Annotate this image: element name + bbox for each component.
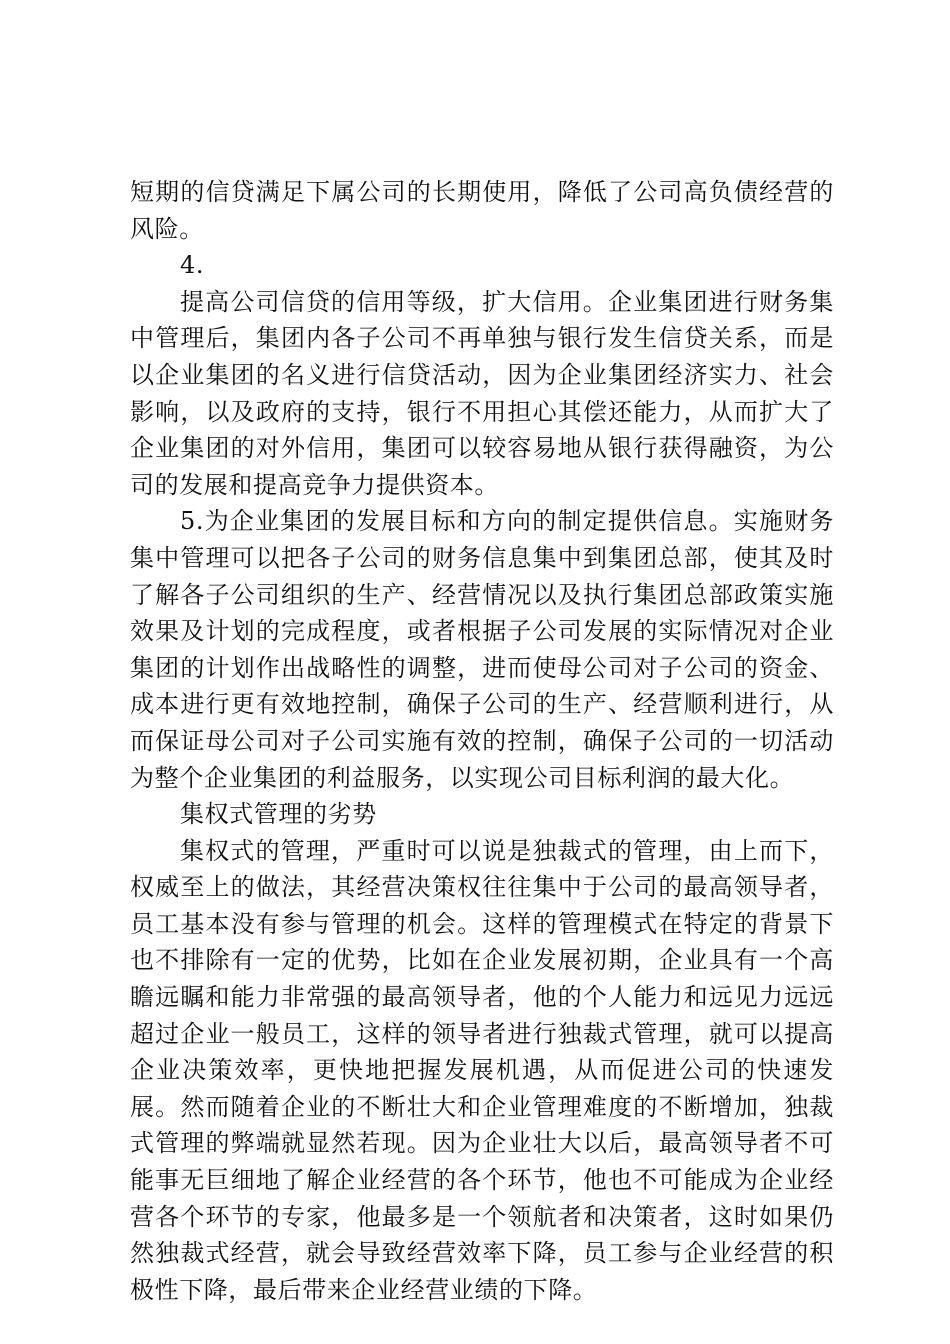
section-heading-centralized-disadvantages: 集权式管理的劣势 <box>180 800 377 829</box>
paragraph-credit-rating: 提高公司信贷的信用等级，扩大信用。企业集团进行财务集中管理后，集团内各子公司不再单独与银行发生信贷关系，而是以企业集团的名义进行信贷活动，因为企业集团经济实力、社会影响，以及政府的支持，银行不用担心其偿还能力，从而扩大了企业集团的对外信用，集团可以较容易地从银行获得融资，为公司的发展和提高竞争力提供资本。 <box>130 287 834 499</box>
list-number-4: 4. <box>180 251 205 280</box>
document-body <box>130 174 834 1308</box>
paragraph-autocratic-management: 集权式的管理，严重时可以说是独裁式的管理，由上而下，权威至上的做法，其经营决策权往往集中于公司的最高领导者，员工基本没有参与管理的机会。这样的管理模式在特定的背景下也不排除有一定的优势，比如在企业发展初期，企业具有一个高瞻远瞩和能力非常强的最高领导者，他的个人能力和远见力远远超过企业一般员工，这样的领导者进行独裁式管理，就可以提高企业决策效率，更快地把握发展机遇，从而促进公司的快速发展。然而随着企业的不断壮大和企业管理难度的不断增加，独裁式管理的弊端就显然若现。因为企业壮大以后，最高领导者不可能事无巨细地了解企业经营的各个环节，他也不可能成为企业经营各个环节的专家，他最多是一个领航者和决策者，这时如果仍然独裁式经营，就会导致经营效率下降，员工参与企业经营的积极性下降，最后带来企业经营业绩的下降。 <box>130 836 834 1304</box>
paragraph-credit-risk-end: 短期的信贷满足下属公司的长期使用，降低了公司高负债经营的风险。 <box>130 178 834 243</box>
paragraph-item-5-information: 5.为企业集团的发展目标和方向的制定提供信息。实施财务集中管理可以把各子公司的财务信息集中到集团总部，使其及时了解各子公司组织的生产、经营情况以及执行集团总部政策实施效果及计划的完成程度，或者根据子公司发展的实际情况对企业集团的计划作出战略性的调整，进而使母公司对子公司的资金、成本进行更有效地控制，确保子公司的生产、经营顺利进行，从而保证母公司对子公司实施有效的控制，确保子公司的一切活动为整个企业集团的利益服务，以实现公司目标利润的最大化。 <box>130 507 834 792</box>
